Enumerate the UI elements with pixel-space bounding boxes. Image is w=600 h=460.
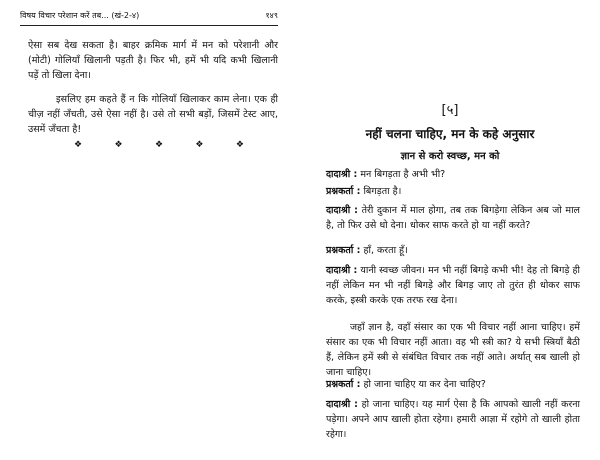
speaker-label: दादाश्री : — [326, 169, 358, 180]
dialogue-text: हाँ, करता हूँ। — [363, 245, 408, 256]
chapter-subtitle: ज्ञान से करो स्वच्छ, मन को — [400, 151, 500, 162]
page-number: १४९ — [265, 11, 278, 20]
diamond-ornament-icon: ❖ — [74, 140, 83, 150]
paragraph-2: इसलिए हम कहते हैं न कि गोलियाँ खिलाकर काम लेना। एक ही चीज़ नहीं जँचती, उसे ऐसा नहीं है। उसे तो सभी बड़ों, जिसमें टेस्ट आए, उसमें जँचता है! — [28, 94, 278, 135]
speaker-label: दादाश्री : — [326, 399, 358, 410]
dialogue-line — [326, 167, 580, 182]
dialogue-text: बिगड़ता है। — [363, 186, 402, 197]
speaker-label: प्रश्नकर्ता : — [326, 186, 361, 197]
diamond-ornament-icon: ❖ — [195, 140, 204, 150]
left-page — [0, 0, 292, 460]
section-separator — [74, 140, 244, 150]
dialogue-text: तेरी दुकान में माल होगा, तब तक बिगड़ेगा लेकिन अब जो माल है, तो फिर उसे धो देना। धोकर साफ करते हो या नहीं करते? — [326, 205, 580, 231]
dialogue-line — [326, 397, 580, 442]
chapter-title: नहीं चलना चाहिए, मन के कहे अनुसार — [365, 127, 535, 141]
dialogue-text: मन बिगड़ता है अभी भी? — [360, 169, 446, 180]
speaker-label: प्रश्नकर्ता : — [326, 379, 361, 390]
paragraph-1: ऐसा सब देख सकता है। बाहर क्रमिक मार्ग में मन को परेशानी और (मोटी) गोलियाँ खिलानी पड़ती है। फिर भी, हमें भी यदि कभी खिलानी पड़ें तो खिला देना। — [28, 40, 278, 81]
dialogue-line — [326, 203, 580, 233]
dialogue-line — [326, 184, 580, 199]
narrative-paragraph: जहाँ ज्ञान है, वहाँ संसार का एक भी विचार नहीं आना चाहिए। हमें संसार का एक भी विचार नहीं आता। वह भी स्त्री का? ये सभी स्त्रियाँ बैठी हैं, लेकिन हमें स्त्री से संबंधित विचार तक नहीं आते। अर्थात् सब खाली हो जाना चाहिए। — [326, 322, 580, 378]
chapter-number: [५] — [441, 103, 459, 118]
diamond-ornament-icon: ❖ — [235, 140, 244, 150]
speaker-label: दादाश्री : — [326, 265, 358, 276]
dialogue-text: यानी स्वच्छ जीवन। मन भी नहीं बिगड़े कभी भी! देह तो बिगड़े ही नहीं लेकिन मन भी नहीं बिगड़े और बिगड़ जाए तो तुरंत ही धोकर साफ करके, इस्त्री करके एक तरफ रख देना। — [326, 265, 580, 306]
dialogue-line — [326, 243, 580, 258]
dialogue-text: हो जाना चाहिए या कर देना चाहिए? — [363, 379, 486, 390]
running-header — [20, 10, 278, 21]
dialogue-line — [326, 263, 580, 308]
dialogue-text: हो जाना चाहिए। यह मार्ग ऐसा है कि आपको खाली नहीं करना पड़ेगा। अपने आप खाली होता रहेगा। हमारी आज्ञा में रहोगे तो खाली होता रहेगा। — [326, 399, 580, 440]
header-rule — [20, 25, 278, 26]
header-title: विषय विचार परेशान करें तब... (खं-2-४) — [20, 11, 140, 20]
diamond-ornament-icon: ❖ — [154, 140, 164, 150]
diamond-ornament-icon: ❖ — [114, 140, 123, 150]
speaker-label: प्रश्नकर्ता : — [326, 245, 361, 256]
speaker-label: दादाश्री : — [326, 205, 358, 216]
dialogue-line — [326, 377, 580, 392]
